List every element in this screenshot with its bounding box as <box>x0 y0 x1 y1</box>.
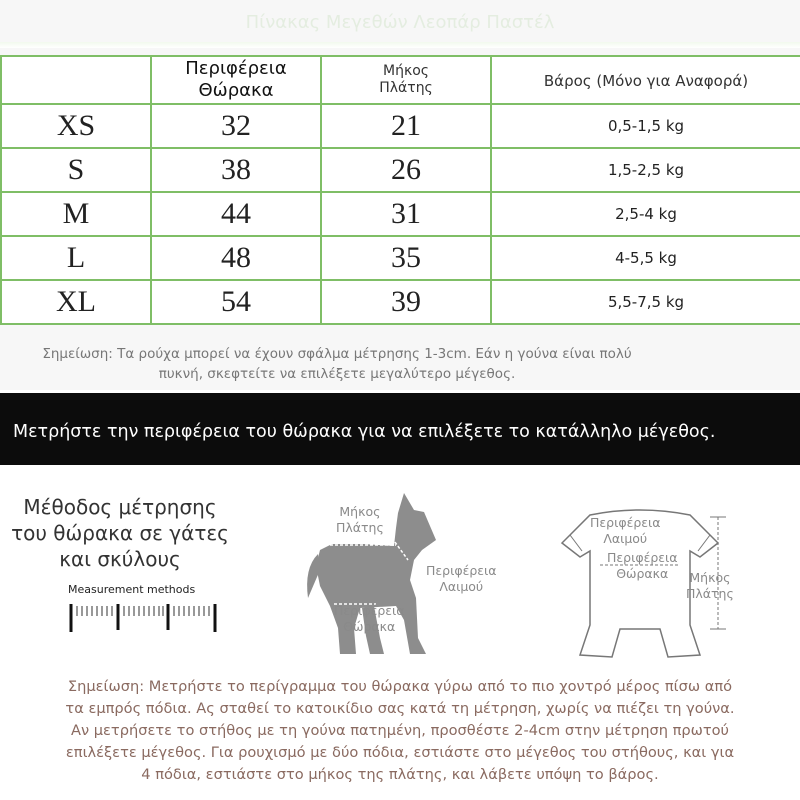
table-row <box>1 280 800 324</box>
page-title: Πίνακας Μεγεθών Λεοπάρ Παστέλ <box>245 12 555 33</box>
size-cell: XL <box>1 280 151 324</box>
label-line: Θώρακα <box>616 566 669 581</box>
header-back-length-label: Μήκος Πλάτης <box>379 63 433 96</box>
table-row <box>1 192 800 236</box>
note-line: επιλέξετε μέγεθος. Για ρουχισμό με δύο πόδια, εστιάστε στο μέγεθος του στήθους, και για <box>65 744 735 761</box>
size-cell: L <box>1 236 151 280</box>
ruler-icon <box>68 602 218 636</box>
table-row <box>1 148 800 192</box>
header-weight-label: Βάρος (Μόνο για Αναφορά) <box>543 71 749 90</box>
note-line: Σημείωση: Μετρήστε το περίγραμμα του θώρακα γύρω από το πιο χοντρό μέρος πίσω από <box>67 678 733 695</box>
label-line: Πλάτης <box>686 586 734 601</box>
weight-cell: 1,5-2,5 kg <box>491 148 800 192</box>
header-chest-label: Περιφέρεια Θώρακα <box>185 58 287 101</box>
table-note: Σημείωση: Τα ρούχα μπορεί να έχουν σφάλμα μέτρησης 1-3cm. Εάν η γούνα είναι πολύ πυκνή, σκεφτείτε να επιλέξετε μεγαλύτερο μέγεθος. <box>42 346 632 382</box>
weight-cell: 2,5-4 kg <box>491 192 800 236</box>
label-line: Μήκος <box>689 570 731 585</box>
method-title-line: Μέθοδος μέτρησης <box>23 495 217 519</box>
dog-neck-label <box>426 563 496 595</box>
method-title-line: και σκύλους <box>59 547 181 571</box>
label-line: Περιφέρεια <box>590 515 661 530</box>
size-cell: XS <box>1 104 151 148</box>
method-title-line: του θώρακα σε γάτες <box>11 521 229 545</box>
note-line: τα εμπρός πόδια. Ας σταθεί το κατοικίδιο σας κατά τη μέτρηση, χωρίς να πιέζει τη γούνα. <box>65 700 735 717</box>
ruler-label: Measurement methods <box>68 583 196 596</box>
table-header-row <box>1 56 800 104</box>
back-length-cell: 39 <box>321 280 491 324</box>
instruction-banner-text: Μετρήστε την περιφέρεια του θώρακα για να επιλέξετε το κατάλληλο μέγεθος. <box>13 422 716 442</box>
header-weight <box>491 56 800 104</box>
back-length-cell: 26 <box>321 148 491 192</box>
size-cell: M <box>1 192 151 236</box>
header-chest <box>151 56 321 104</box>
chest-cell: 32 <box>151 104 321 148</box>
label-line: Πλάτης <box>336 520 384 535</box>
table-row <box>1 236 800 280</box>
label-line: Λαιμού <box>603 531 648 546</box>
weight-cell: 4-5,5 kg <box>491 236 800 280</box>
note-line: Αν μετρήσετε το στήθος με τη γούνα πατημένη, προσθέστε 2-4cm στην μέτρηση πρωτού <box>70 722 730 739</box>
measurement-method-title <box>0 494 240 572</box>
garment-neck-label <box>590 515 660 547</box>
garment-back-length-label <box>686 570 734 602</box>
weight-cell: 0,5-1,5 kg <box>491 104 800 148</box>
header-back-length <box>321 56 491 104</box>
label-line: Περιφέρεια <box>426 563 497 578</box>
size-table <box>0 55 800 325</box>
label-line: Λαιμού <box>439 579 484 594</box>
label-line: Μήκος <box>339 504 381 519</box>
weight-cell: 5,5-7,5 kg <box>491 280 800 324</box>
back-length-cell: 31 <box>321 192 491 236</box>
chest-cell: 38 <box>151 148 321 192</box>
dog-back-length-label <box>336 504 384 536</box>
title-divider <box>0 42 800 48</box>
chest-cell: 48 <box>151 236 321 280</box>
label-line: Θώρακα <box>343 619 396 634</box>
garment-chest-label <box>607 550 677 582</box>
size-cell: S <box>1 148 151 192</box>
chest-cell: 44 <box>151 192 321 236</box>
measurement-note <box>0 676 800 786</box>
table-row <box>1 104 800 148</box>
chest-cell: 54 <box>151 280 321 324</box>
back-length-cell: 35 <box>321 236 491 280</box>
header-size <box>1 56 151 104</box>
label-line: Περιφέρεια <box>607 550 678 565</box>
note-line: 4 πόδια, εστιάστε στο μήκος της πλάτης, και λάβετε υπόψη το βάρος. <box>141 766 659 783</box>
back-length-cell: 21 <box>321 104 491 148</box>
label-line: Περιφέρεια <box>334 603 405 618</box>
dog-chest-label <box>334 603 404 635</box>
